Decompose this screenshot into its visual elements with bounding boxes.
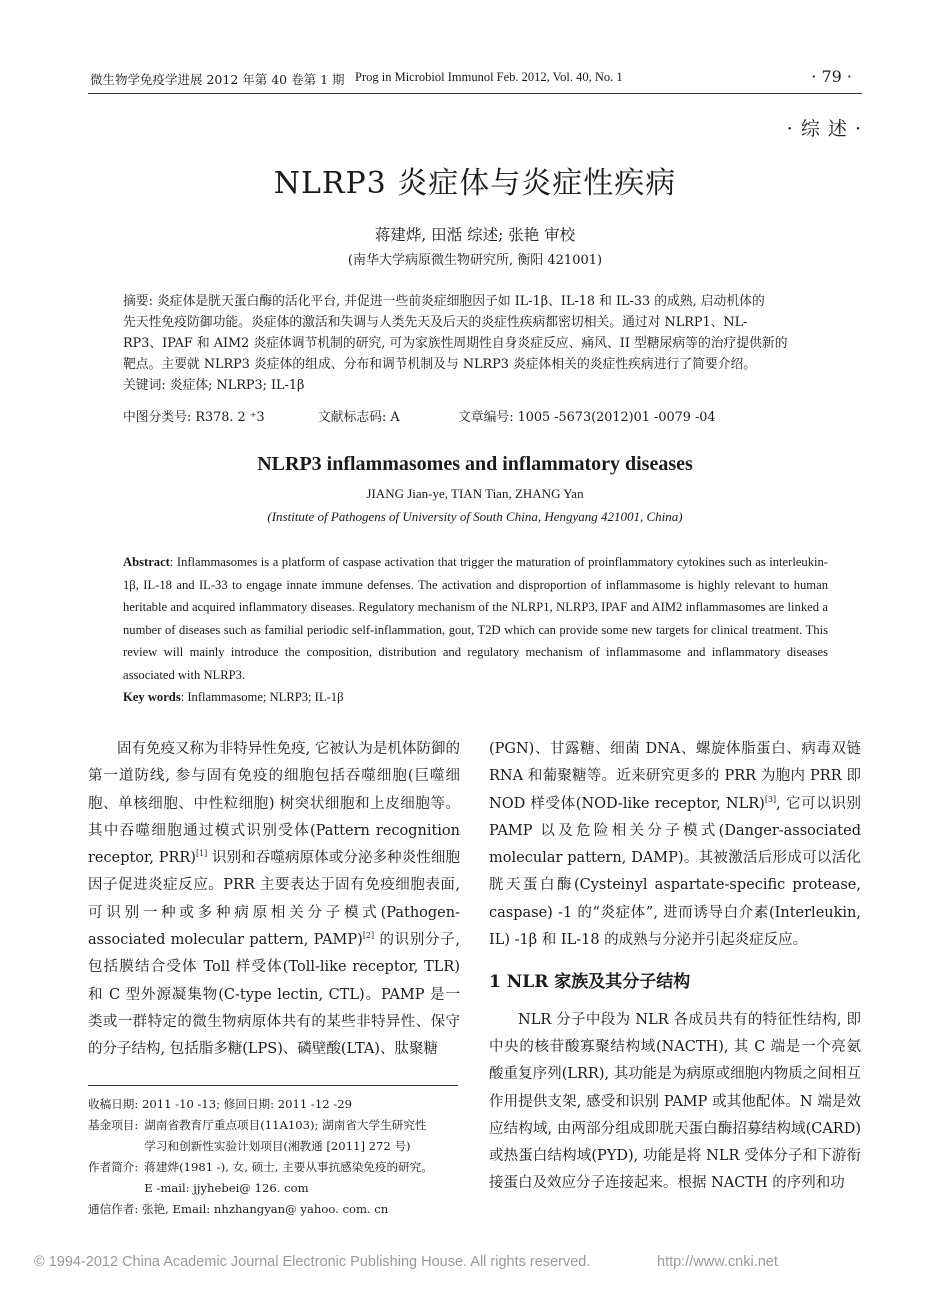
keywords-text: : Inflammasome; NLRP3; IL-1β: [180, 690, 344, 704]
author-line: 蒋建烨(1981 -), 女, 硕士, 主要从事抗感染免疫的研究。: [144, 1160, 433, 1174]
body-paragraph: NLR 分子中段为 NLR 各成员共有的特征性结构, 即中央的核苷酸寡聚结构域(NACTH), 其 C 端是一个亮氨酸重复序列(LRR), 其功能是为病原或细胞内物质之间相互作用提供支架, 感受和识别 PAMP 或其他配体。N 端是效应结构域, 由两部分组成即胱天蛋白酶招募结构域(CARD) 或热蛋白结构域(PYD), 功能是将 NLR 受体分子和下游衔接蛋白及效应分子连接起来。根据 NACTH 的序列和功: [489, 1011, 861, 1192]
fund-note: [88, 1115, 463, 1157]
abstract-text: : Inflammasomes is a platform of caspase activation that trigger the maturation of proinflammatory cytokines such as interleukin-1β, IL-18 and IL-33 to engage innate immune defenses. The activation and disproportion of inflammasome is highly relevant to human heritable and acquired inflammatory diseases. Regulatory mechanism of the NLRP1, NLRP3, IPAF and AIM2 inflammasomes are linked a number of diseases such as familial periodic self-inflammation, gout, T2D which can provide some new targets for clinical treatment. This review will mainly introduce the composition, distribution and regulatory mechanism of inflammasome and inflammatory diseases associated with NLRP3.: [123, 555, 828, 682]
footnotes: [88, 1094, 463, 1220]
body-text: 识别和吞噬病原体或分泌多种炎性细胞因子促进炎症反应。PRR 主要表达于固有免疫细胞表面, 可识别一种或多种病原相关分子模式(Pathogen-associated molecular pattern, PAMP): [88, 850, 460, 949]
fund-text: [138, 1115, 426, 1157]
authors-en: JIANG Jian-ye, TIAN Tian, ZHANG Yan: [366, 486, 584, 501]
citation-ref[interactable]: [1]: [195, 849, 208, 859]
article-number: 文章编号: 1005 -5673(2012)01 -0079 -04: [458, 410, 716, 425]
keywords-cn: 关键词: 炎症体; NLRP3; IL-1β: [123, 378, 305, 393]
section-heading: 1 NLR 家族及其分子结构: [489, 972, 691, 993]
body-text: 固有免疫又称为非特异性免疫, 它被认为是机体防御的第一道防线, 参与固有免疫的细胞包括吞噬细胞(巨噬细胞、单核细胞、中性粒细胞) 树突状细胞和上皮细胞等。其中吞噬细胞通过模式识别受体(Pattern recognition receptor, PRR): [88, 741, 460, 867]
citation-ref[interactable]: [2]: [362, 931, 375, 941]
title-en: NLRP3 inflammasomes and inflammatory diseases: [257, 453, 693, 475]
author-note: [88, 1157, 463, 1199]
author-label: 作者简介:: [88, 1160, 139, 1174]
body-left-column: [88, 736, 460, 1064]
fund-label: 基金项目:: [88, 1118, 139, 1132]
document-code: 文献标志码: A: [318, 410, 400, 425]
journal-header-cn: 微生物学免疫学进展 2012 年第 40 卷第 1 期: [90, 72, 345, 87]
body-text: , 它可以识别 PAMP 以及危险相关分子模式(Danger-associated molecular pattern, DAMP)。其被激活后形成可以活化胱天蛋白酶(Cysteinyl aspartate-specific protease, caspase) -1 的“炎症体”, 进而诱导白介素(Interleukin, IL) -1β 和 IL-18 的成熟与分泌并引起炎症反应。: [489, 795, 862, 949]
keywords-label: Key words: [123, 690, 181, 704]
header-rule: [88, 93, 862, 94]
page-number: · 79 ·: [811, 67, 852, 86]
abstract-label: Abstract: [123, 555, 170, 569]
abstract-cn-line: RP3、IPAF 和 AIM2 炎症体调节机制的研究, 可为家族性周期性自身炎症反应、痛风、II 型糖尿病等的治疗提供新的: [123, 336, 788, 351]
abstract-cn-line: 先天性免疫防御功能。炎症体的激活和失调与人类先天及后天的炎症性疾病都密切相关。通过对 NLRP1、NL-: [123, 315, 748, 330]
body-right-column: [489, 736, 861, 1198]
page-title: NLRP3 炎症体与炎症性疾病: [273, 166, 677, 201]
body-text: 的识别分子, 包括膜结合受体 Toll 样受体(Toll-like receptor, TLR) 和 C 型外源凝集物(C-type lectin, CTL)。PAMP 是一类或一群特定的微生物病原体共有的某些非特异性、保守的分子结构, 包括脂多糖(LPS)、磷壁酸(LTA)、肽聚糖: [88, 932, 460, 1058]
abstract-en: [123, 551, 828, 709]
body-paragraph: [489, 736, 861, 954]
abstract-cn-line: 靶点。主要就 NLRP3 炎症体的组成、分布和调节机制及与 NLRP3 炎症体相关的炎症性疾病进行了简要介绍。: [123, 357, 757, 372]
fund-line: 湖南省教育厅重点项目(11A103); 湖南省大学生研究性: [144, 1118, 427, 1132]
article-category: · 综 述 ·: [786, 118, 862, 140]
journal-header-en: Prog in Microbiol Immunol Feb. 2012, Vol. 40, No. 1: [355, 70, 623, 84]
footnote-rule: [88, 1085, 458, 1086]
copyright-notice: © 1994-2012 China Academic Journal Electronic Publishing House. All rights reserved.: [34, 1254, 591, 1270]
clc-number: 中图分类号: R378. 2 ⁺3: [123, 410, 265, 425]
author-email[interactable]: E -mail: jjyhebei@ 126. com: [144, 1181, 309, 1195]
corresponding-author: 通信作者: 张艳, Email: nhzhangyan@ yahoo. com. cn: [88, 1202, 389, 1216]
abstract-cn: [123, 291, 843, 396]
received-date: 收稿日期: 2011 -10 -13; 修回日期: 2011 -12 -29: [88, 1097, 352, 1111]
body-paragraph: [88, 736, 460, 1064]
affiliation-en: (Institute of Pathogens of University of South China, Hengyang 421001, China): [267, 509, 683, 524]
fund-line: 学习和创新性实验计划项目(湘教通 [2011] 272 号): [144, 1139, 411, 1153]
body-text: (PGN)、甘露糖、细菌 DNA、螺旋体脂蛋白、病毒双链 RNA 和葡聚糖等。近来研究更多的 PRR 为胞内 PRR 即 NOD 样受体(NOD-like receptor, NLR): [489, 741, 861, 812]
author-text: [138, 1157, 433, 1199]
affiliation-cn: (南华大学病原微生物研究所, 衡阳 421001): [347, 253, 603, 268]
authors-cn: 蒋建烨, 田湉 综述; 张艳 审校: [374, 226, 576, 244]
abstract-cn-line: 摘要: 炎症体是胱天蛋白酶的活化平台, 并促进一些前炎症细胞因子如 IL-1β、IL-18 和 IL-33 的成熟, 启动机体的: [123, 294, 765, 309]
citation-ref[interactable]: [3]: [764, 794, 777, 804]
footer-link[interactable]: http://www.cnki.net: [657, 1254, 778, 1270]
